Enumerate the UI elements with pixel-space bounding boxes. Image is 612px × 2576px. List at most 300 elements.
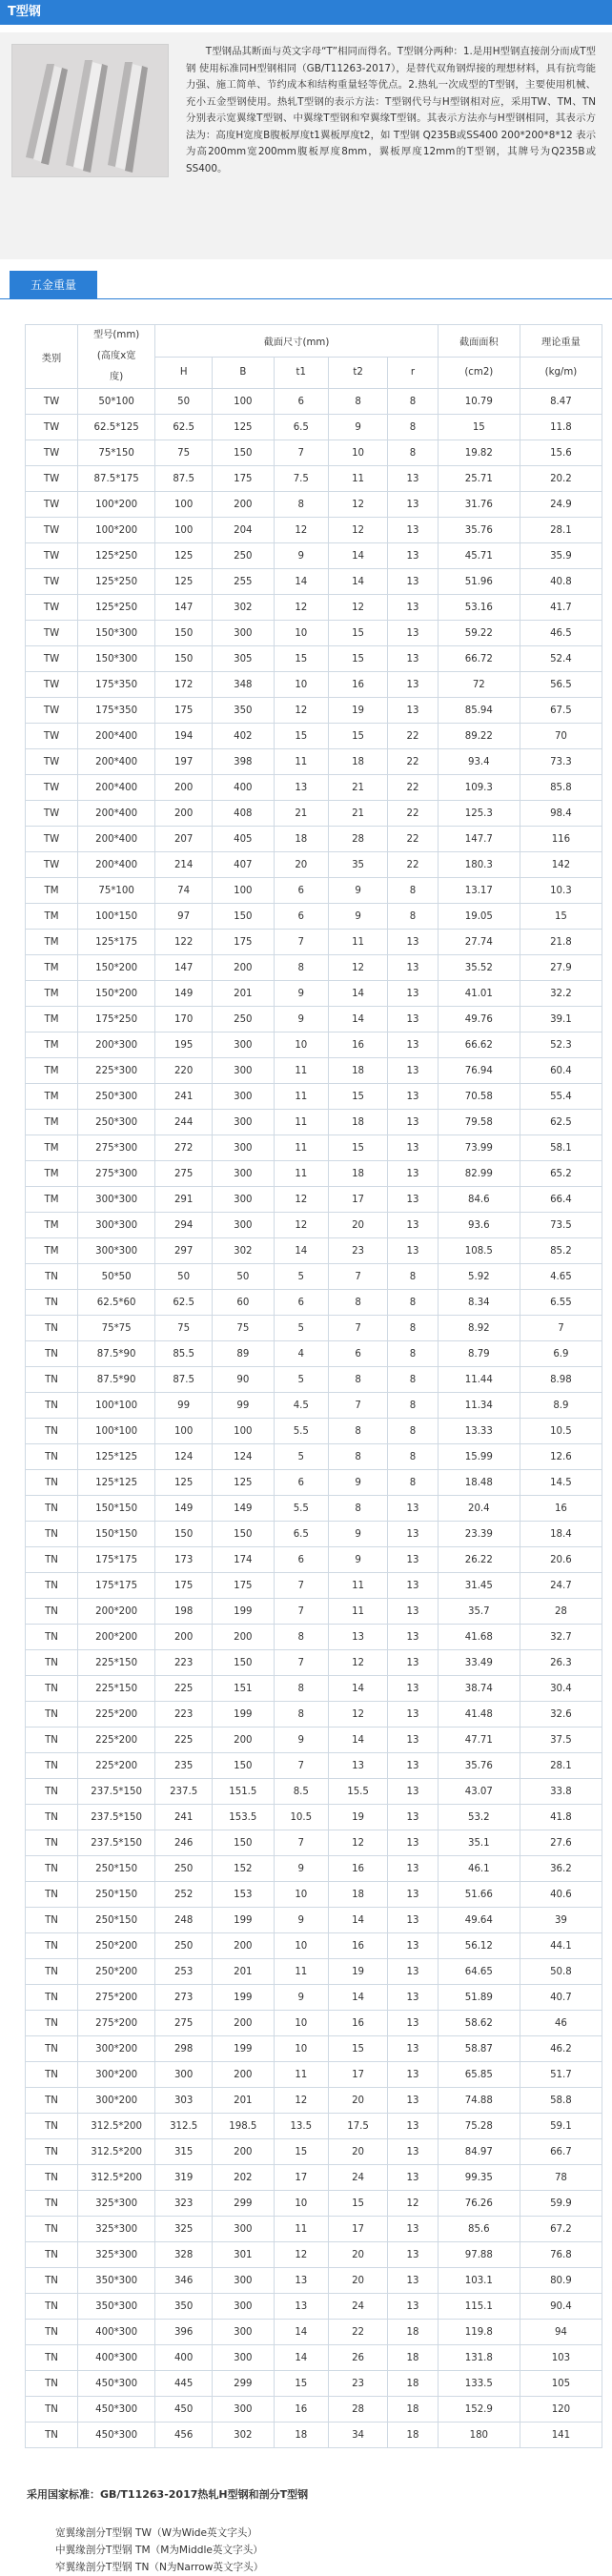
- cell-H: 297: [155, 1238, 213, 1264]
- cell-t2: 24: [328, 2294, 387, 2320]
- cell-model: 100*200: [77, 518, 154, 543]
- cell-H: 298: [155, 2036, 213, 2062]
- cell-area: 119.8: [438, 2320, 520, 2345]
- cell-B: 100: [213, 389, 275, 415]
- cell-model: 250*150: [77, 1882, 154, 1908]
- cell-area: 108.5: [438, 1238, 520, 1264]
- cell-H: 50: [155, 389, 213, 415]
- cell-H: 235: [155, 1753, 213, 1779]
- cell-H: 300: [155, 2062, 213, 2088]
- cell-weight: 7: [520, 1316, 602, 1341]
- header-t2: t2: [328, 357, 387, 389]
- cell-t2: 8: [328, 1419, 387, 1444]
- cell-B: 302: [213, 595, 275, 621]
- cell-model: 125*125: [77, 1444, 154, 1470]
- cell-H: 214: [155, 852, 213, 878]
- cell-B: 199: [213, 2036, 275, 2062]
- cell-model: 350*300: [77, 2294, 154, 2320]
- cell-weight: 46: [520, 2011, 602, 2036]
- cell-B: 199: [213, 1599, 275, 1625]
- cell-t2: 16: [328, 1032, 387, 1058]
- cell-t2: 9: [328, 415, 387, 440]
- cell-B: 400: [213, 775, 275, 801]
- cell-t2: 8: [328, 1496, 387, 1522]
- table-row: [26, 595, 602, 621]
- cell-B: 200: [213, 2062, 275, 2088]
- cell-weight: 10.5: [520, 1419, 602, 1444]
- cell-t1: 10.5: [274, 1805, 328, 1830]
- cell-t1: 5: [274, 1444, 328, 1470]
- cell-t2: 7: [328, 1316, 387, 1341]
- cell-category: TN: [26, 1959, 78, 1985]
- cell-area: 180: [438, 2423, 520, 2448]
- cell-r: 13: [388, 2011, 439, 2036]
- cell-weight: 8.9: [520, 1393, 602, 1419]
- cell-r: 13: [388, 1522, 439, 1547]
- cell-t1: 12: [274, 1213, 328, 1238]
- cell-r: 13: [388, 1032, 439, 1058]
- cell-model: 200*400: [77, 852, 154, 878]
- cell-B: 150: [213, 440, 275, 466]
- cell-t1: 7: [274, 1753, 328, 1779]
- cell-t1: 5: [274, 1367, 328, 1393]
- tab-hardware-weight[interactable]: 五金重量: [10, 271, 97, 299]
- cell-area: 99.35: [438, 2165, 520, 2191]
- cell-weight: 27.6: [520, 1830, 602, 1856]
- cell-B: 300: [213, 1032, 275, 1058]
- cell-model: 250*300: [77, 1110, 154, 1135]
- cell-B: 198.5: [213, 2114, 275, 2139]
- cell-model: 175*175: [77, 1547, 154, 1573]
- cell-model: 325*300: [77, 2217, 154, 2242]
- cell-area: 51.66: [438, 1882, 520, 1908]
- cell-weight: 94: [520, 2320, 602, 2345]
- table-row: [26, 1110, 602, 1135]
- cell-H: 328: [155, 2242, 213, 2268]
- cell-H: 87.5: [155, 1367, 213, 1393]
- cell-area: 84.6: [438, 1187, 520, 1213]
- cell-category: TN: [26, 1316, 78, 1341]
- cell-category: TN: [26, 1419, 78, 1444]
- cell-weight: 27.9: [520, 955, 602, 981]
- table-row: [26, 2423, 602, 2448]
- page-title: T型钢: [0, 0, 612, 25]
- cell-area: 97.88: [438, 2242, 520, 2268]
- cell-model: 175*250: [77, 1007, 154, 1032]
- table-row: [26, 724, 602, 749]
- cell-model: 87.5*175: [77, 466, 154, 492]
- cell-model: 100*100: [77, 1419, 154, 1444]
- cell-area: 53.16: [438, 595, 520, 621]
- cell-t2: 8: [328, 1444, 387, 1470]
- cell-B: 300: [213, 1110, 275, 1135]
- cell-B: 302: [213, 2423, 275, 2448]
- cell-category: TN: [26, 1444, 78, 1470]
- cell-H: 250: [155, 1856, 213, 1882]
- cell-B: 200: [213, 1625, 275, 1650]
- cell-category: TN: [26, 2345, 78, 2371]
- cell-weight: 12.6: [520, 1444, 602, 1470]
- cell-r: 8: [388, 1470, 439, 1496]
- cell-H: 225: [155, 1676, 213, 1702]
- cell-B: 199: [213, 1702, 275, 1728]
- table-row: [26, 1419, 602, 1444]
- cell-t2: 20: [328, 2242, 387, 2268]
- cell-B: 60: [213, 1290, 275, 1316]
- cell-r: 8: [388, 1316, 439, 1341]
- cell-area: 109.3: [438, 775, 520, 801]
- cell-B: 299: [213, 2191, 275, 2217]
- cell-weight: 58.1: [520, 1135, 602, 1161]
- cell-H: 241: [155, 1084, 213, 1110]
- cell-category: TN: [26, 1985, 78, 2011]
- cell-model: 125*250: [77, 595, 154, 621]
- cell-t1: 6: [274, 389, 328, 415]
- cell-t2: 12: [328, 1702, 387, 1728]
- cell-model: 225*150: [77, 1650, 154, 1676]
- cell-category: TW: [26, 775, 78, 801]
- cell-t2: 28: [328, 2397, 387, 2423]
- cell-H: 220: [155, 1058, 213, 1084]
- cell-category: TM: [26, 955, 78, 981]
- cell-category: TW: [26, 543, 78, 569]
- table-row: [26, 2345, 602, 2371]
- cell-H: 149: [155, 1496, 213, 1522]
- cell-H: 275: [155, 1161, 213, 1187]
- table-row: [26, 1264, 602, 1290]
- cell-r: 13: [388, 1933, 439, 1959]
- cell-r: 13: [388, 955, 439, 981]
- cell-area: 47.71: [438, 1728, 520, 1753]
- header-category: 类别: [26, 325, 78, 389]
- cell-H: 312.5: [155, 2114, 213, 2139]
- cell-B: 201: [213, 981, 275, 1007]
- table-row: [26, 2191, 602, 2217]
- cell-t1: 8: [274, 492, 328, 518]
- table-row: [26, 2371, 602, 2397]
- cell-H: 100: [155, 1419, 213, 1444]
- cell-H: 291: [155, 1187, 213, 1213]
- cell-area: 19.82: [438, 440, 520, 466]
- cell-H: 237.5: [155, 1779, 213, 1805]
- cell-B: 151: [213, 1676, 275, 1702]
- cell-category: TW: [26, 569, 78, 595]
- cell-model: 100*150: [77, 904, 154, 930]
- cell-H: 62.5: [155, 415, 213, 440]
- table-row: [26, 1238, 602, 1264]
- cell-t2: 14: [328, 1007, 387, 1032]
- cell-B: 300: [213, 2320, 275, 2345]
- cell-H: 194: [155, 724, 213, 749]
- cell-r: 8: [388, 1367, 439, 1393]
- table-row: [26, 1753, 602, 1779]
- cell-t1: 15: [274, 2139, 328, 2165]
- cell-r: 13: [388, 1882, 439, 1908]
- cell-model: 225*150: [77, 1676, 154, 1702]
- cell-weight: 85.2: [520, 1238, 602, 1264]
- cell-category: TN: [26, 2191, 78, 2217]
- cell-B: 200: [213, 955, 275, 981]
- cell-t2: 23: [328, 2371, 387, 2397]
- cell-weight: 28: [520, 1599, 602, 1625]
- cell-t2: 20: [328, 2139, 387, 2165]
- table-row: [26, 955, 602, 981]
- cell-B: 305: [213, 646, 275, 672]
- cell-area: 66.62: [438, 1032, 520, 1058]
- cell-t1: 13: [274, 775, 328, 801]
- cell-r: 13: [388, 2036, 439, 2062]
- cell-model: 250*200: [77, 1959, 154, 1985]
- cell-B: 152: [213, 1856, 275, 1882]
- cell-area: 85.6: [438, 2217, 520, 2242]
- cell-model: 150*200: [77, 981, 154, 1007]
- cell-model: 225*200: [77, 1753, 154, 1779]
- cell-area: 89.22: [438, 724, 520, 749]
- cell-H: 323: [155, 2191, 213, 2217]
- cell-t1: 8.5: [274, 1779, 328, 1805]
- cell-weight: 78: [520, 2165, 602, 2191]
- cell-B: 300: [213, 1135, 275, 1161]
- cell-r: 13: [388, 981, 439, 1007]
- table-row: [26, 1007, 602, 1032]
- cell-r: 22: [388, 749, 439, 775]
- cell-t1: 18: [274, 827, 328, 852]
- cell-r: 13: [388, 1805, 439, 1830]
- cell-r: 13: [388, 518, 439, 543]
- cell-t2: 18: [328, 1058, 387, 1084]
- cell-weight: 66.7: [520, 2139, 602, 2165]
- cell-category: TN: [26, 2371, 78, 2397]
- cell-model: 250*150: [77, 1856, 154, 1882]
- cell-B: 75: [213, 1316, 275, 1341]
- cell-B: 125: [213, 1470, 275, 1496]
- cell-weight: 32.6: [520, 1702, 602, 1728]
- cell-t2: 34: [328, 2423, 387, 2448]
- cell-weight: 39.1: [520, 1007, 602, 1032]
- cell-t1: 11: [274, 1959, 328, 1985]
- cell-t2: 7: [328, 1264, 387, 1290]
- cell-t1: 10: [274, 1032, 328, 1058]
- cell-model: 200*300: [77, 1032, 154, 1058]
- cell-H: 147: [155, 595, 213, 621]
- cell-H: 149: [155, 981, 213, 1007]
- cell-t2: 18: [328, 1161, 387, 1187]
- cell-r: 13: [388, 2242, 439, 2268]
- cell-category: TM: [26, 981, 78, 1007]
- cell-weight: 98.4: [520, 801, 602, 827]
- cell-t1: 15: [274, 2371, 328, 2397]
- cell-t1: 14: [274, 1238, 328, 1264]
- cell-r: 13: [388, 1625, 439, 1650]
- cell-r: 13: [388, 569, 439, 595]
- cell-H: 252: [155, 1882, 213, 1908]
- cell-r: 22: [388, 801, 439, 827]
- cell-H: 197: [155, 749, 213, 775]
- cell-category: TN: [26, 2011, 78, 2036]
- cell-H: 100: [155, 492, 213, 518]
- cell-t1: 12: [274, 1187, 328, 1213]
- cell-t1: 4.5: [274, 1393, 328, 1419]
- cell-category: TN: [26, 2397, 78, 2423]
- cell-area: 5.92: [438, 1264, 520, 1290]
- cell-weight: 21.8: [520, 930, 602, 955]
- cell-area: 46.1: [438, 1856, 520, 1882]
- cell-area: 35.52: [438, 955, 520, 981]
- cell-H: 200: [155, 775, 213, 801]
- cell-H: 50: [155, 1264, 213, 1290]
- cell-t1: 10: [274, 672, 328, 698]
- cell-t2: 15: [328, 646, 387, 672]
- cell-t1: 8: [274, 955, 328, 981]
- cell-t2: 35: [328, 852, 387, 878]
- cell-r: 13: [388, 1573, 439, 1599]
- cell-model: 225*200: [77, 1702, 154, 1728]
- cell-t1: 8: [274, 1625, 328, 1650]
- cell-t2: 23: [328, 1238, 387, 1264]
- cell-model: 175*175: [77, 1573, 154, 1599]
- t-steel-product-image: [11, 44, 169, 177]
- cell-area: 18.48: [438, 1470, 520, 1496]
- cell-model: 150*300: [77, 621, 154, 646]
- cell-weight: 65.2: [520, 1161, 602, 1187]
- cell-model: 62.5*125: [77, 415, 154, 440]
- cell-B: 200: [213, 1728, 275, 1753]
- intro-section: [0, 32, 612, 259]
- cell-category: TN: [26, 2217, 78, 2242]
- header-B: B: [213, 357, 275, 389]
- cell-model: 150*200: [77, 955, 154, 981]
- cell-B: 50: [213, 1264, 275, 1290]
- header-weight: 理论重量: [520, 325, 602, 358]
- table-row: [26, 2242, 602, 2268]
- cell-weight: 33.8: [520, 1779, 602, 1805]
- cell-area: 41.48: [438, 1702, 520, 1728]
- cell-H: 246: [155, 1830, 213, 1856]
- cell-model: 300*200: [77, 2062, 154, 2088]
- cell-H: 250: [155, 1933, 213, 1959]
- table-row: [26, 1032, 602, 1058]
- cell-t2: 26: [328, 2345, 387, 2371]
- cell-area: 25.71: [438, 466, 520, 492]
- cell-model: 200*400: [77, 775, 154, 801]
- table-row: [26, 801, 602, 827]
- cell-category: TW: [26, 749, 78, 775]
- cell-t2: 14: [328, 1676, 387, 1702]
- cell-B: 200: [213, 1933, 275, 1959]
- cell-t2: 15: [328, 621, 387, 646]
- cell-B: 150: [213, 904, 275, 930]
- cell-area: 31.76: [438, 492, 520, 518]
- cell-H: 248: [155, 1908, 213, 1933]
- cell-H: 124: [155, 1444, 213, 1470]
- cell-area: 15: [438, 415, 520, 440]
- cell-t2: 9: [328, 1522, 387, 1547]
- cell-t1: 9: [274, 543, 328, 569]
- cell-weight: 15: [520, 904, 602, 930]
- cell-area: 180.3: [438, 852, 520, 878]
- cell-category: TN: [26, 1933, 78, 1959]
- cell-t2: 20: [328, 1213, 387, 1238]
- cell-model: 150*150: [77, 1522, 154, 1547]
- header-t1: t1: [274, 357, 328, 389]
- cell-model: 300*200: [77, 2036, 154, 2062]
- cell-weight: 44.1: [520, 1933, 602, 1959]
- cell-t2: 8: [328, 1367, 387, 1393]
- cell-t2: 19: [328, 1805, 387, 1830]
- cell-t2: 21: [328, 801, 387, 827]
- cell-r: 13: [388, 1007, 439, 1032]
- cell-area: 35.7: [438, 1599, 520, 1625]
- cell-H: 294: [155, 1213, 213, 1238]
- cell-t1: 10: [274, 2036, 328, 2062]
- cell-weight: 24.7: [520, 1573, 602, 1599]
- cell-r: 13: [388, 2165, 439, 2191]
- cell-t2: 7: [328, 1393, 387, 1419]
- cell-B: 99: [213, 1393, 275, 1419]
- cell-t2: 24: [328, 2165, 387, 2191]
- table-row: [26, 1187, 602, 1213]
- cell-H: 147: [155, 955, 213, 981]
- cell-weight: 8.47: [520, 389, 602, 415]
- cell-H: 99: [155, 1393, 213, 1419]
- cell-t2: 16: [328, 1856, 387, 1882]
- cell-B: 89: [213, 1341, 275, 1367]
- cell-model: 125*250: [77, 569, 154, 595]
- cell-H: 223: [155, 1702, 213, 1728]
- cell-area: 35.1: [438, 1830, 520, 1856]
- cell-r: 13: [388, 1830, 439, 1856]
- cell-weight: 40.8: [520, 569, 602, 595]
- table-row: [26, 1470, 602, 1496]
- cell-category: TW: [26, 440, 78, 466]
- cell-B: 153.5: [213, 1805, 275, 1830]
- cell-model: 400*300: [77, 2320, 154, 2345]
- cell-model: 87.5*90: [77, 1341, 154, 1367]
- cell-H: 195: [155, 1032, 213, 1058]
- cell-r: 18: [388, 2345, 439, 2371]
- cell-H: 125: [155, 569, 213, 595]
- cell-weight: 6.9: [520, 1341, 602, 1367]
- cell-r: 13: [388, 2139, 439, 2165]
- cell-weight: 142: [520, 852, 602, 878]
- table-row: [26, 2088, 602, 2114]
- table-row: [26, 1393, 602, 1419]
- cell-H: 273: [155, 1985, 213, 2011]
- cell-r: 8: [388, 904, 439, 930]
- cell-r: 13: [388, 1779, 439, 1805]
- cell-t1: 14: [274, 2320, 328, 2345]
- cell-t2: 15.5: [328, 1779, 387, 1805]
- table-row: [26, 2114, 602, 2139]
- cell-t2: 12: [328, 955, 387, 981]
- cell-B: 300: [213, 621, 275, 646]
- cell-category: TN: [26, 1856, 78, 1882]
- cell-r: 13: [388, 1728, 439, 1753]
- cell-t1: 4: [274, 1341, 328, 1367]
- table-row: [26, 827, 602, 852]
- cell-t1: 16: [274, 2397, 328, 2423]
- table-row: [26, 1444, 602, 1470]
- table-row: [26, 1496, 602, 1522]
- cell-category: TM: [26, 1110, 78, 1135]
- cell-B: 199: [213, 1985, 275, 2011]
- cell-t2: 6: [328, 1341, 387, 1367]
- cell-B: 407: [213, 852, 275, 878]
- table-row: [26, 2036, 602, 2062]
- cell-t1: 9: [274, 1985, 328, 2011]
- cell-category: TN: [26, 1393, 78, 1419]
- cell-r: 13: [388, 1238, 439, 1264]
